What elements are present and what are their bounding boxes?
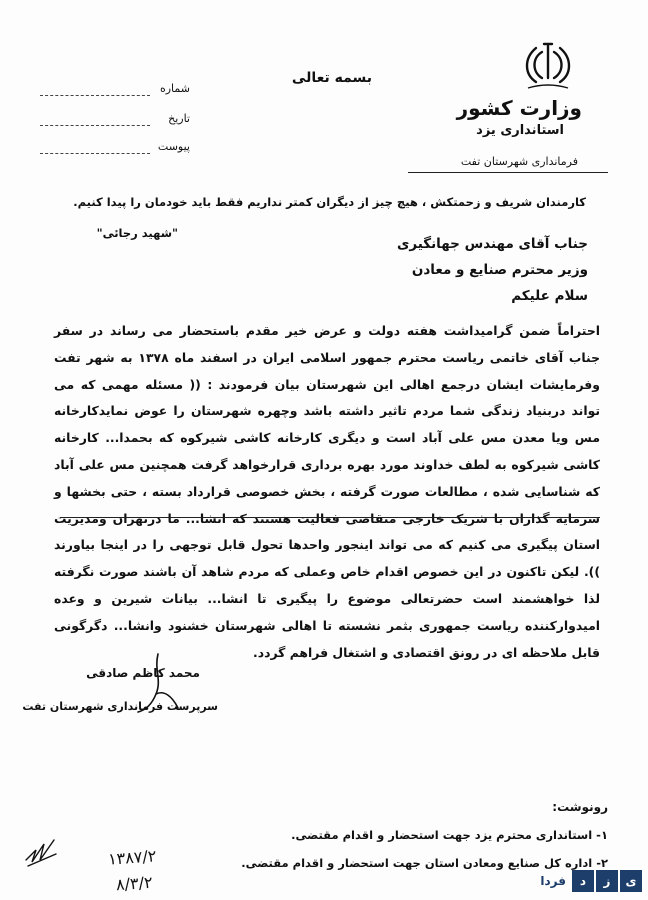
- meta-number-line: [40, 95, 150, 96]
- slogan: کارمندان شریف و زحمتکش ، هیچ چیز از دیگران کمتر نداریم فقط باید خودمان را پیدا کنیم.: [73, 195, 586, 209]
- signatory-name: محمد کاظم صادقی: [86, 666, 200, 680]
- slogan-attribution: "شهید رجائی": [96, 226, 178, 240]
- signatory-title: سرپرست فرمانداری شهرستان تفت: [22, 700, 218, 713]
- watermark-logo: [522, 868, 642, 894]
- strike-line: [60, 517, 600, 518]
- addressee-name: جناب آقای مهندس جهانگیری: [396, 236, 588, 252]
- handwritten-date-bottom: ۸/۳/۲: [115, 872, 154, 895]
- watermark-letter: ز: [596, 870, 618, 892]
- letter-body: احتراماً ضمن گرامیداشت هفته دولت و عرض خیر مقدم باستحضار می رساند در سفر جناب آقای خاتمی ریاست محترم جمهور اسلامی ایران در اسفند ماه ۱۳۷۸ به شهر تفت وفرمایشات ایشان درجمع اهالی این شهرستان بیان فرمودند : (( مسئله مهمی که می تواند دربنیاد زندگی شما مردم تاثیر داشته باشد وچهره شهرستان را عوض نمایدکارخانه مس ویا معدن مس علی آباد است و دیگری کارخانه کاشی شیرکوه که بحمدا... کارخانه کاشی شیرکوه به لطف خداوند مورد بهره برداری قرارخواهد گرفت همچنین مس علی آباد که شناسایی شده ، مطالعات صورت گرفته ، بخش خصوصی قرارداد بسته ، حتی بخشها و سرمایه گذاران با شریک خارجی متقاضی فعالیت هستند که انشا... ما درتهران ومدیریت استان پیگیری می کنیم که می تواند اینجور واحدها تحول قابل توجهی را در اینجا بیاورند )). لیکن تاکنون در این خصوص اقدام خاص وعملی که مردم شاهد آن باشند صورت نگرفته لذا خواهشمند است حضرتعالی موضوع را پیگیری تا انشا... بیانات شیرین و وعده امیدوارکننده ریاست جمهوری بثمر نشسته تا اهالی شهرستان خشنود وانشا... دگرگونی قابل ملاحظه ای در رونق اقتصادی و اشتغال فراهم گردد.: [54, 323, 601, 660]
- meta-number-label: شماره: [159, 82, 190, 95]
- copy-item: ۲- اداره کل صنایع ومعادن استان جهت استحضار و اقدام مقتضی.: [241, 856, 608, 870]
- office-name: استانداری یزد: [476, 123, 564, 138]
- meta-date-line: [40, 125, 150, 126]
- header-divider: [408, 172, 608, 173]
- meta-attachment-line: [40, 153, 150, 154]
- initials-scribble-icon: [22, 830, 62, 870]
- greeting: سلام علیکم: [511, 288, 588, 304]
- watermark-letter: ی: [620, 870, 642, 892]
- copies-title: رونوشت:: [552, 800, 608, 814]
- invocation: بسمه تعالی: [291, 70, 372, 86]
- meta-number: [40, 82, 190, 100]
- governorate-name: فرمانداری شهرستان تفت: [460, 155, 578, 168]
- meta-attachment: [40, 140, 190, 158]
- handwritten-date-top: ۱۳۸۷/۲: [107, 846, 157, 869]
- watermark-word: فردا: [540, 874, 566, 888]
- meta-date: [40, 112, 190, 130]
- addressee-title: وزیر محترم صنایع و معادن: [411, 262, 588, 278]
- meta-date-label: تاریخ: [168, 112, 190, 125]
- iran-emblem-icon: [520, 38, 576, 94]
- meta-attachment-label: پیوست: [157, 140, 190, 153]
- copy-item: ۱- استانداری محترم یزد جهت استحضار و اقدام مقتضی.: [291, 828, 608, 842]
- organization-name: وزارت کشور: [456, 96, 582, 120]
- watermark-letter: د: [572, 870, 594, 892]
